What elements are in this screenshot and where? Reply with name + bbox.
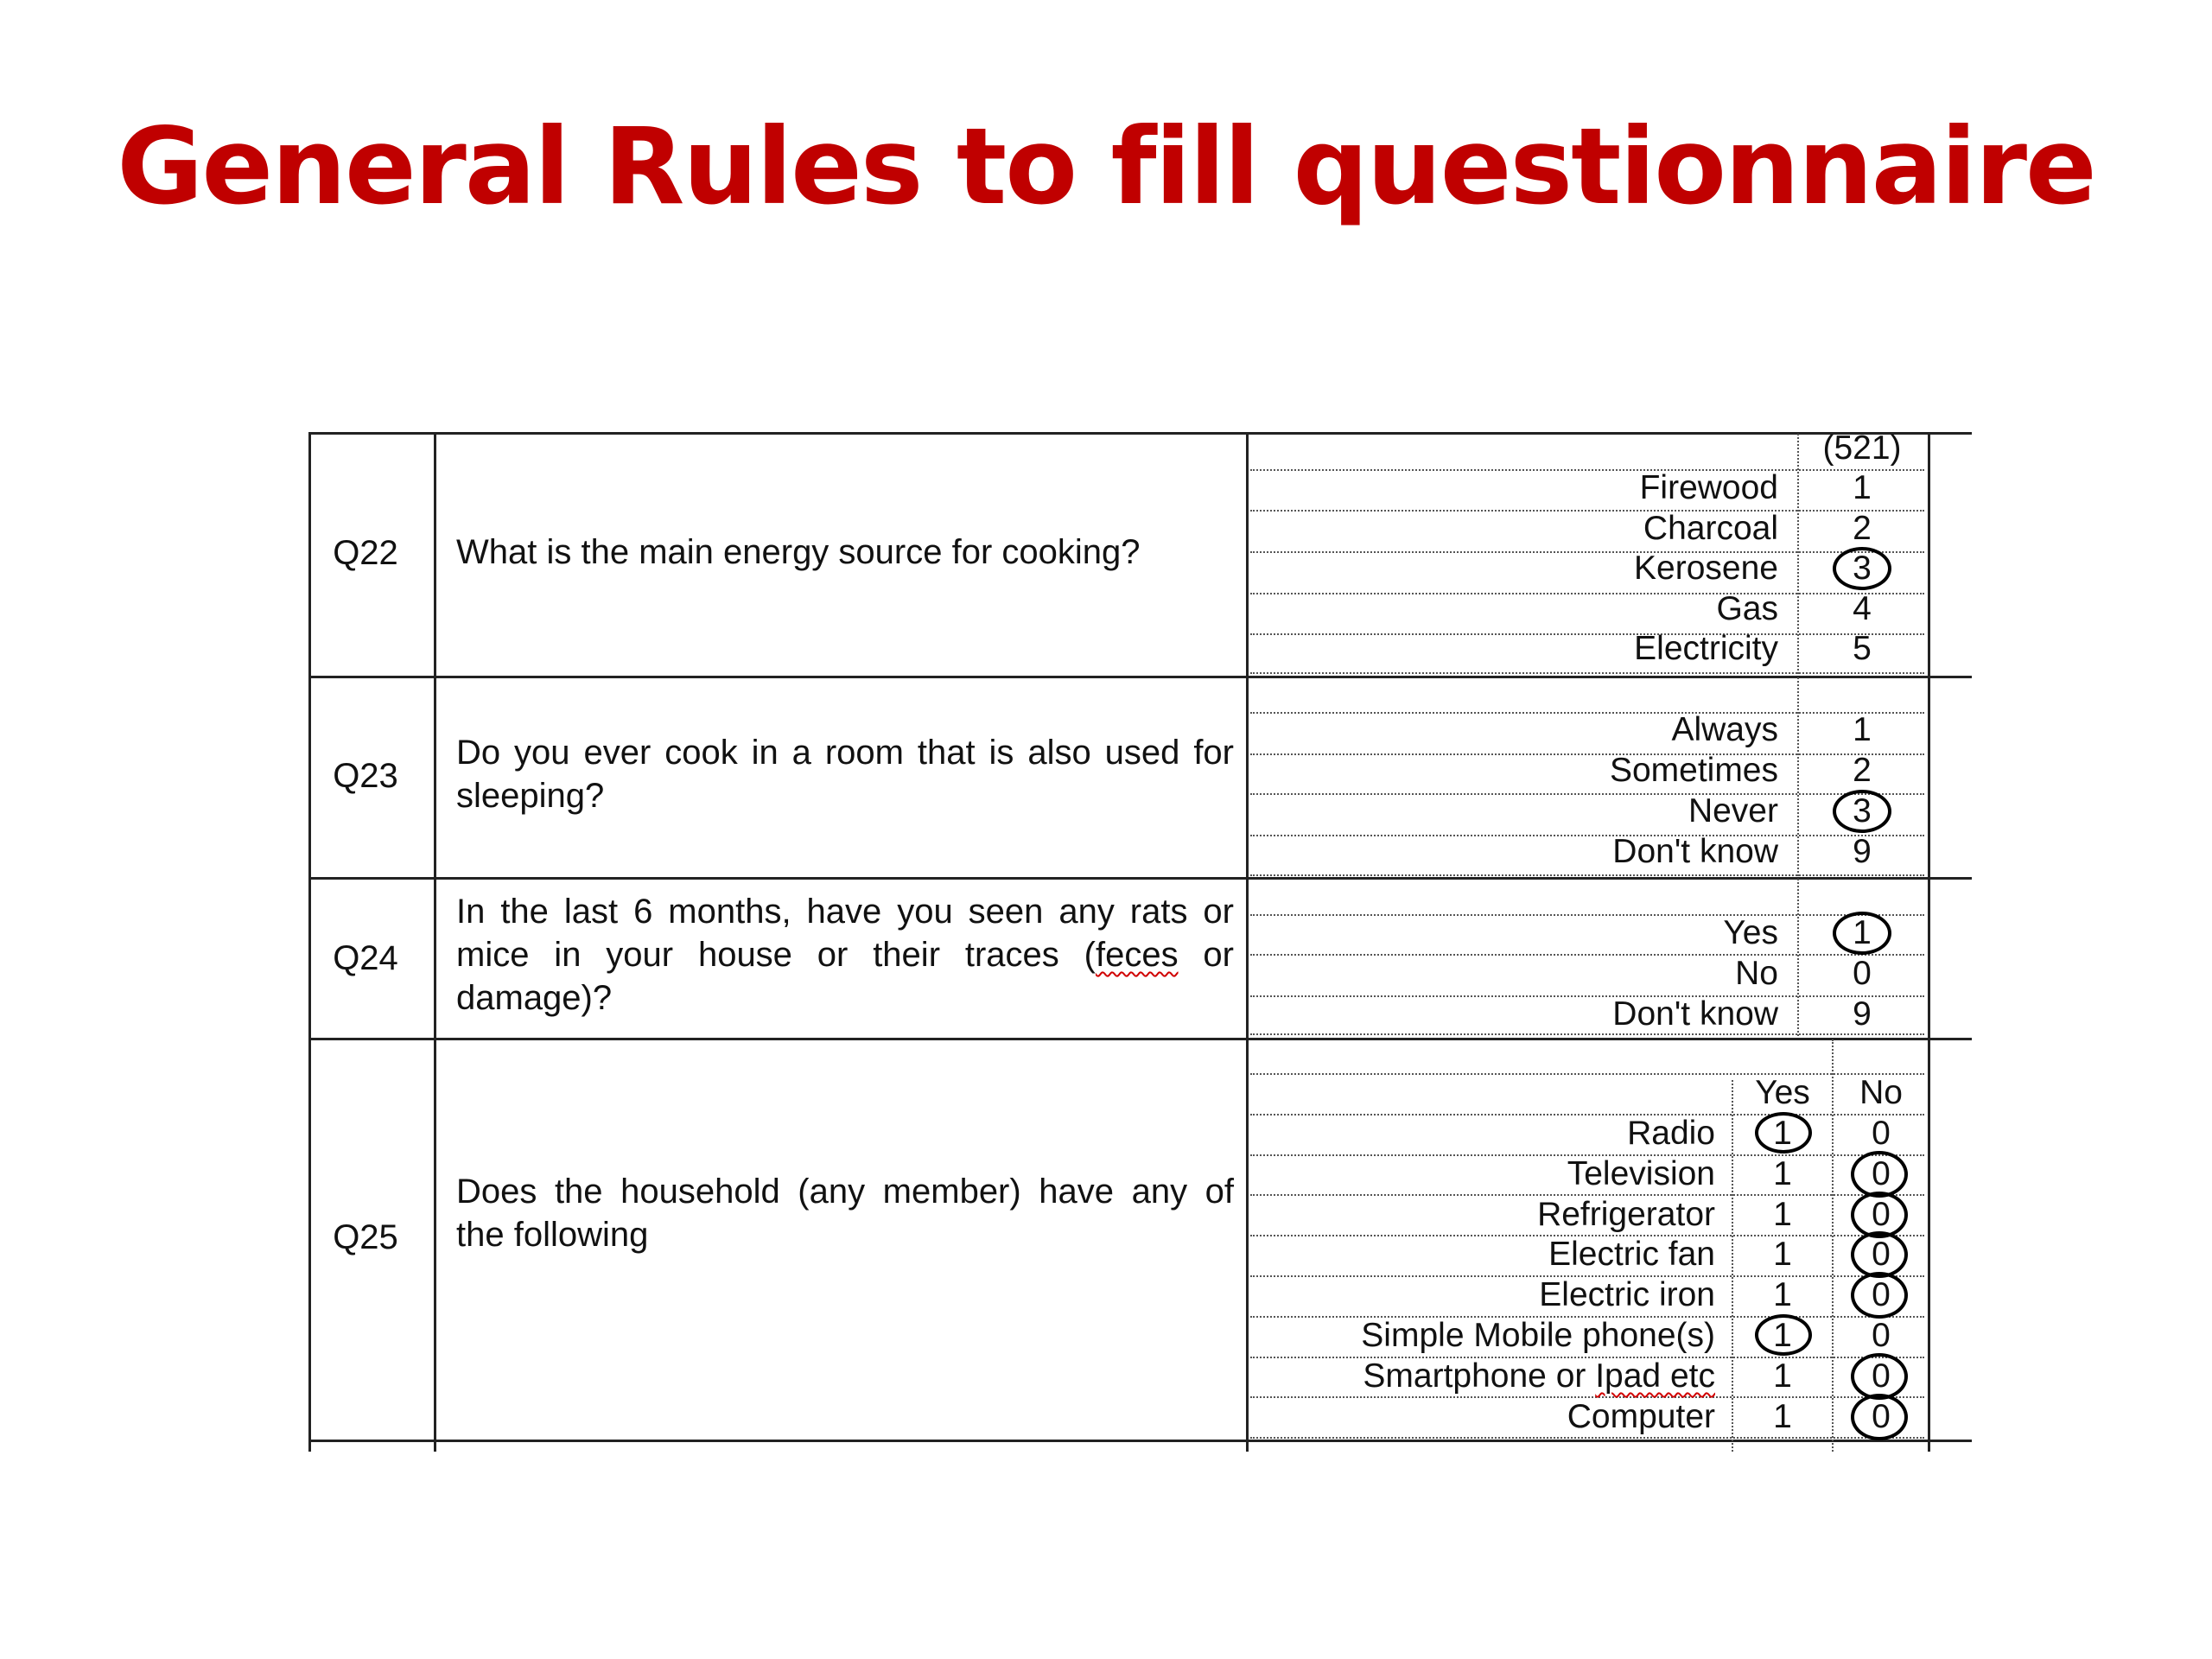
q22-option-code: 3 (1853, 550, 1872, 587)
selected-answer-circle (1851, 1151, 1908, 1198)
q24-option-code: 9 (1853, 995, 1872, 1033)
q24-option-label: No (1735, 955, 1778, 992)
q23-option-label: Never (1688, 792, 1778, 830)
question-text-q24 (456, 890, 1234, 1020)
q25-no-code: 0 (1872, 1276, 1891, 1314)
table-right-border (1928, 432, 1930, 1452)
q23-option-code: 1 (1853, 711, 1872, 748)
q23-code-column-divider (1797, 677, 1799, 876)
q25-yes-code: 1 (1773, 1397, 1792, 1435)
q25-no-code: 0 (1872, 1115, 1891, 1152)
q22-option-code: 1 (1853, 469, 1872, 506)
q24-option-label: Don't know (1612, 995, 1778, 1033)
row-divider-q23 (308, 676, 1972, 678)
q24-code-column-divider (1797, 879, 1799, 1036)
q25-item-label-spellcheck-word: Ipad etc (1595, 1357, 1715, 1395)
q25-item-label: Simple Mobile phone(s) (1361, 1317, 1715, 1354)
q23-option-label: Don't know (1612, 833, 1778, 870)
selected-answer-circle (1851, 1394, 1908, 1440)
question-text-q24-part2: or damage)? (456, 936, 1234, 1017)
q25-item-label: Computer (1567, 1397, 1715, 1435)
q22-column-code: (521) (1822, 429, 1902, 467)
q22-option-code: 4 (1853, 589, 1872, 627)
question-text-q24-spellcheck-word: feces (1095, 936, 1179, 974)
row-divider-q24 (308, 877, 1972, 880)
q24-option-label: Yes (1723, 914, 1778, 951)
q22-option-label: Kerosene (1634, 550, 1778, 587)
q23-option-label: Always (1671, 711, 1778, 748)
q23-option-code: 3 (1853, 792, 1872, 830)
question-code-q22: Q22 (333, 534, 398, 572)
q25-yes-code: 1 (1773, 1115, 1792, 1152)
selected-answer-circle (1755, 1314, 1812, 1356)
q22-option-label: Electricity (1634, 630, 1778, 667)
q23-option-label: Sometimes (1609, 752, 1778, 789)
selected-answer-circle (1851, 1353, 1908, 1400)
question-text-q22: What is the main energy source for cooking? (456, 533, 1141, 571)
q25-item-label-text: Smartphone or (1363, 1357, 1596, 1395)
q25-item-label: Television (1567, 1154, 1715, 1192)
selected-answer-circle (1833, 790, 1891, 833)
q25-yes-code: 1 (1773, 1317, 1792, 1354)
question-text-q24-part1: In the last 6 months, have you seen any rats or mice in your house or their traces ( (456, 893, 1234, 974)
question-text-q25: Does the household (any member) have any of the following (456, 1173, 1234, 1254)
q25-yes-code: 1 (1773, 1195, 1792, 1233)
question-text-q23: Do you ever cook in a room that is also used for sleeping? (456, 734, 1234, 815)
q22-option-label: Firewood (1639, 469, 1778, 506)
answer-column-divider (1246, 432, 1249, 1452)
q25-item-label (1262, 1357, 1715, 1396)
q25-no-column-divider (1832, 1039, 1834, 1452)
selected-answer-circle (1755, 1112, 1812, 1154)
q25-no-code: 0 (1872, 1236, 1891, 1274)
q22-option-code: 2 (1853, 509, 1872, 547)
q22-option-label: Gas (1716, 589, 1778, 627)
table-bottom-border (308, 1440, 1972, 1442)
q25-no-code: 0 (1872, 1317, 1891, 1354)
q24-option-code: 1 (1853, 914, 1872, 951)
q25-yes-code: 1 (1773, 1236, 1792, 1274)
q25-item-label: Radio (1627, 1115, 1715, 1152)
question-code-q23: Q23 (333, 757, 398, 795)
q25-yes-code: 1 (1773, 1276, 1792, 1314)
q25-item-label: Refrigerator (1537, 1195, 1715, 1233)
code-column-divider (434, 432, 436, 1452)
q25-no-code: 0 (1872, 1154, 1891, 1192)
q22-option-label: Charcoal (1643, 509, 1778, 547)
q25-no-code: 0 (1872, 1195, 1891, 1233)
selected-answer-circle (1833, 912, 1891, 955)
question-code-q25: Q25 (333, 1218, 398, 1256)
selected-answer-circle (1833, 547, 1891, 590)
q23-option-code: 2 (1853, 752, 1872, 789)
selected-answer-circle (1851, 1272, 1908, 1319)
q25-yes-header: Yes (1755, 1074, 1810, 1111)
q25-dotted-rule (1250, 1437, 1924, 1439)
q25-no-code: 0 (1872, 1397, 1891, 1435)
q25-no-header: No (1859, 1074, 1903, 1111)
q25-no-code: 0 (1872, 1357, 1891, 1395)
q22-dotted-rule (1250, 672, 1924, 674)
q24-option-code: 0 (1853, 955, 1872, 992)
question-code-q24: Q24 (333, 939, 398, 977)
q25-yes-code: 1 (1773, 1154, 1792, 1192)
q25-yes-code: 1 (1773, 1357, 1792, 1395)
q25-item-label: Electric iron (1539, 1276, 1715, 1314)
table-top-border (308, 432, 1972, 435)
q25-item-label: Electric fan (1548, 1236, 1715, 1274)
q23-option-code: 9 (1853, 833, 1872, 870)
slide-title: General Rules to fill questionnaire (117, 105, 2095, 228)
q23-dotted-rule (1250, 874, 1924, 876)
row-divider-q25 (308, 1038, 1972, 1040)
q22-option-code: 5 (1853, 630, 1872, 667)
